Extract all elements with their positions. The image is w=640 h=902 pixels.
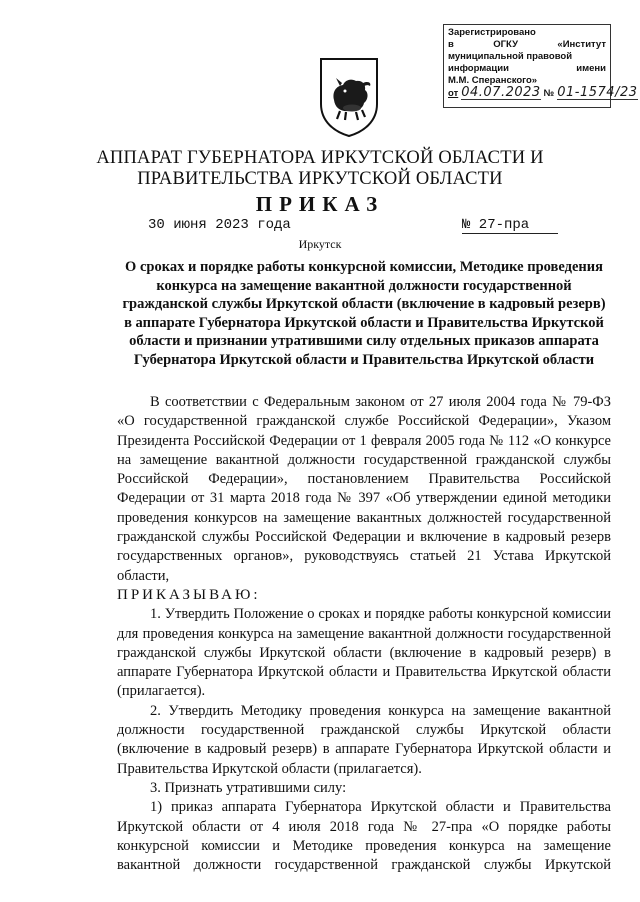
item-1-paragraph: 1. Утвердить Положение о сроках и порядке работы конкурсной комиссии для проведения конкурса на замещение вакантной должности государственной гражданской службы Иркутской области (включение в кадровый резерв) в аппарате Губернатора Иркутской области и Правительства Иркутской области (прилагается). (117, 606, 611, 700)
order-word: ПРИКАЗЫВАЮ: (117, 586, 261, 603)
stamp-line-5: М.М. Сперанского» (448, 75, 538, 86)
document-body (117, 393, 611, 875)
stamp-handwritten-date: 04.07.2023 (461, 85, 541, 100)
coat-of-arms-icon (318, 56, 380, 138)
stamp-line-1: Зарегистрировано (448, 27, 536, 38)
stamp-line-4: информации имени (448, 63, 606, 74)
organization-line-1: АППАРАТ ГУБЕРНАТОРА ИРКУТСКОЙ ОБЛАСТИ И (96, 148, 544, 168)
item-3-1-paragraph: 1) приказ аппарата Губернатора Иркутской области и Правительства Иркутской области от 4 июля 2018 года № 27-пра «О порядке работы конкурсной комиссии и Методике проведения конкурса на замещение вакантной должности государственной гражданской службы Иркутской (117, 799, 611, 874)
city-name: Иркутск (298, 237, 342, 251)
organization-line-2: ПРАВИТЕЛЬСТВА ИРКУТСКОЙ ОБЛАСТИ (137, 169, 503, 189)
stamp-line-3: муниципальной правовой (448, 51, 573, 62)
document-date: 30 июня 2023 года (148, 217, 291, 233)
document-type-title: ПРИКАЗ (255, 192, 385, 216)
document-heading: О сроках и порядке работы конкурсной комиссии, Методике проведения конкурса на замещение вакантной должности государственной гражданской службы Иркутской области (включение в кадровый резерв) в аппарате Губернатора Иркутской области и Правительства Иркутской области и признании утратившими силу отдельных приказов аппарата Губернатора Иркутской области и Правительства Иркутской области (122, 259, 606, 368)
item-2-paragraph: 2. Утвердить Методику проведения конкурса на замещение вакантной должности государственной гражданской службы Иркутской области (включение в кадровый резерв) в аппарате Губернатора Иркутской области и Правительства Иркутской области (прилагается). (117, 702, 611, 777)
document-number: № 27-пра (462, 217, 558, 234)
stamp-handwritten-number: 01-1574/23 (557, 85, 638, 100)
preamble-paragraph: В соответствии с Федеральным законом от 27 июля 2004 года № 79-ФЗ «О государственной гражданской службе Российской Федерации», Указом Президента Российской Федерации от 1 февраля 2005 года № 112 «О конкурсе на замещение вакантной должности государственной гражданской службы Российской Федерации», постановлением Правительства Российской Федерации от 31 марта 2018 года № 397 «Об утверждении единой методики проведения конкурсов на замещение вакантных должностей государственной гражданской службы Российской Федерации и включение в кадровый резерв государственных органов», руководствуясь статьей 21 Устава Иркутской области, (117, 394, 611, 584)
item-3-paragraph: 3. Признать утратившими силу: (150, 779, 347, 796)
stamp-line-2: в ОГКУ «Институт (448, 39, 606, 50)
registration-stamp (443, 24, 638, 108)
stamp-line-6: от 04.07.2023 № 01-1574/23 (448, 85, 638, 100)
organization-header (0, 148, 640, 190)
